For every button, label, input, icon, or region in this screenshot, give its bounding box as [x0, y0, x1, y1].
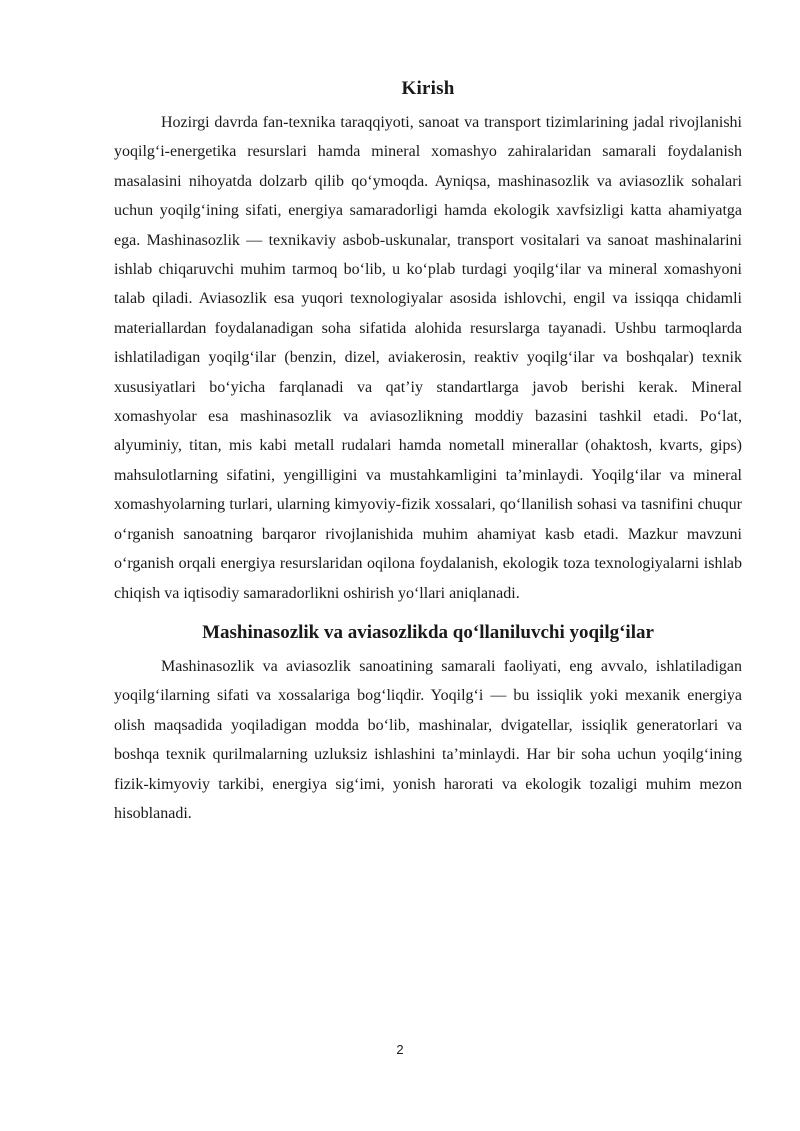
- page-number: 2: [396, 1042, 404, 1057]
- section-paragraph: Mashinasozlik va aviasozlik sanoatining samarali faoliyati, eng avvalo, ishlatiladigan yoqilg‘ilarning sifati va xossalariga bog‘liqdir. Yoqilg‘i — bu issiqlik yoki mexanik energiya olish maqsadida yoqiladigan modda bo‘lib, mashinalar, dvigatellar, issiqlik generatorlari va boshqa texnik qurilmalarning uzluksiz ishlashini ta’minlaydi. Har bir soha uchun yoqilg‘ining fizik-kimyoviy tarkibi, energiya sig‘imi, yonish harorati va ekologik tozaligi muhim mezon hisoblanadi.: [114, 657, 742, 822]
- section-heading: Mashinasozlik va aviasozlikda qo‘llaniluvchi yoqilg‘ilar: [202, 621, 654, 643]
- page-content: [114, 78, 742, 828]
- document-title: Kirish: [401, 78, 455, 99]
- intro-paragraph: Hozirgi davrda fan-texnika taraqqiyoti, sanoat va transport tizimlarining jadal rivojlanishi yoqilg‘i-energetika resurslari hamda mineral xomashyo zahiralaridan samarali foydalanish masalasini nihoyatda dolzarb qilib qo‘ymoqda. Ayniqsa, mashinasozlik va aviasozlik sohalari uchun yoqilg‘ining sifati, energiya samaradorligi hamda ekologik xavfsizligi katta ahamiyatga ega. Mashinasozlik — texnikaviy asbob-uskunalar, transport vositalari va sanoat mashinalarini ishlab chiqaruvchi muhim tarmoq bo‘lib, u ko‘plab turdagi yoqilg‘ilar va mineral xomashyoni talab qiladi. Aviasozlik esa yuqori texnologiyalar asosida ishlovchi, engil va issiqqa chidamli materiallardan foydalanadigan soha sifatida alohida resurslarga tayanadi. Ushbu tarmoqlarda ishlatiladigan yoqilg‘ilar (benzin, dizel, aviakerosin, reaktiv yoqilg‘ilar va boshqalar) texnik xususiyatlari bo‘yicha farqlanadi va qat’iy standartlarga javob berishi kerak. Mineral xomashyolar esa mashinasozlik va aviasozlikning moddiy bazasini tashkil etadi. Po‘lat, alyuminiy, titan, mis kabi metall rudalari hamda nometall minerallar (ohaktosh, kvarts, gips) mahsulotlarning sifatini, yengilligini va mustahkamligini ta’minlaydi. Yoqilg‘ilar va mineral xomashyolarning turlari, ularning kimyoviy-fizik xossalari, qo‘llanilish sohasi va tasnifini chuqur o‘rganish sanoatning barqaror rivojlanishida muhim ahamiyat kasb etadi. Mazkur mavzuni o‘rganish orqali energiya resurslaridan oqilona foydalanish, ekologik toza texnologiyalarni ishlab chiqish va iqtisodiy samaradorlikni oshirish yo‘llari aniqlanadi.: [114, 114, 742, 602]
